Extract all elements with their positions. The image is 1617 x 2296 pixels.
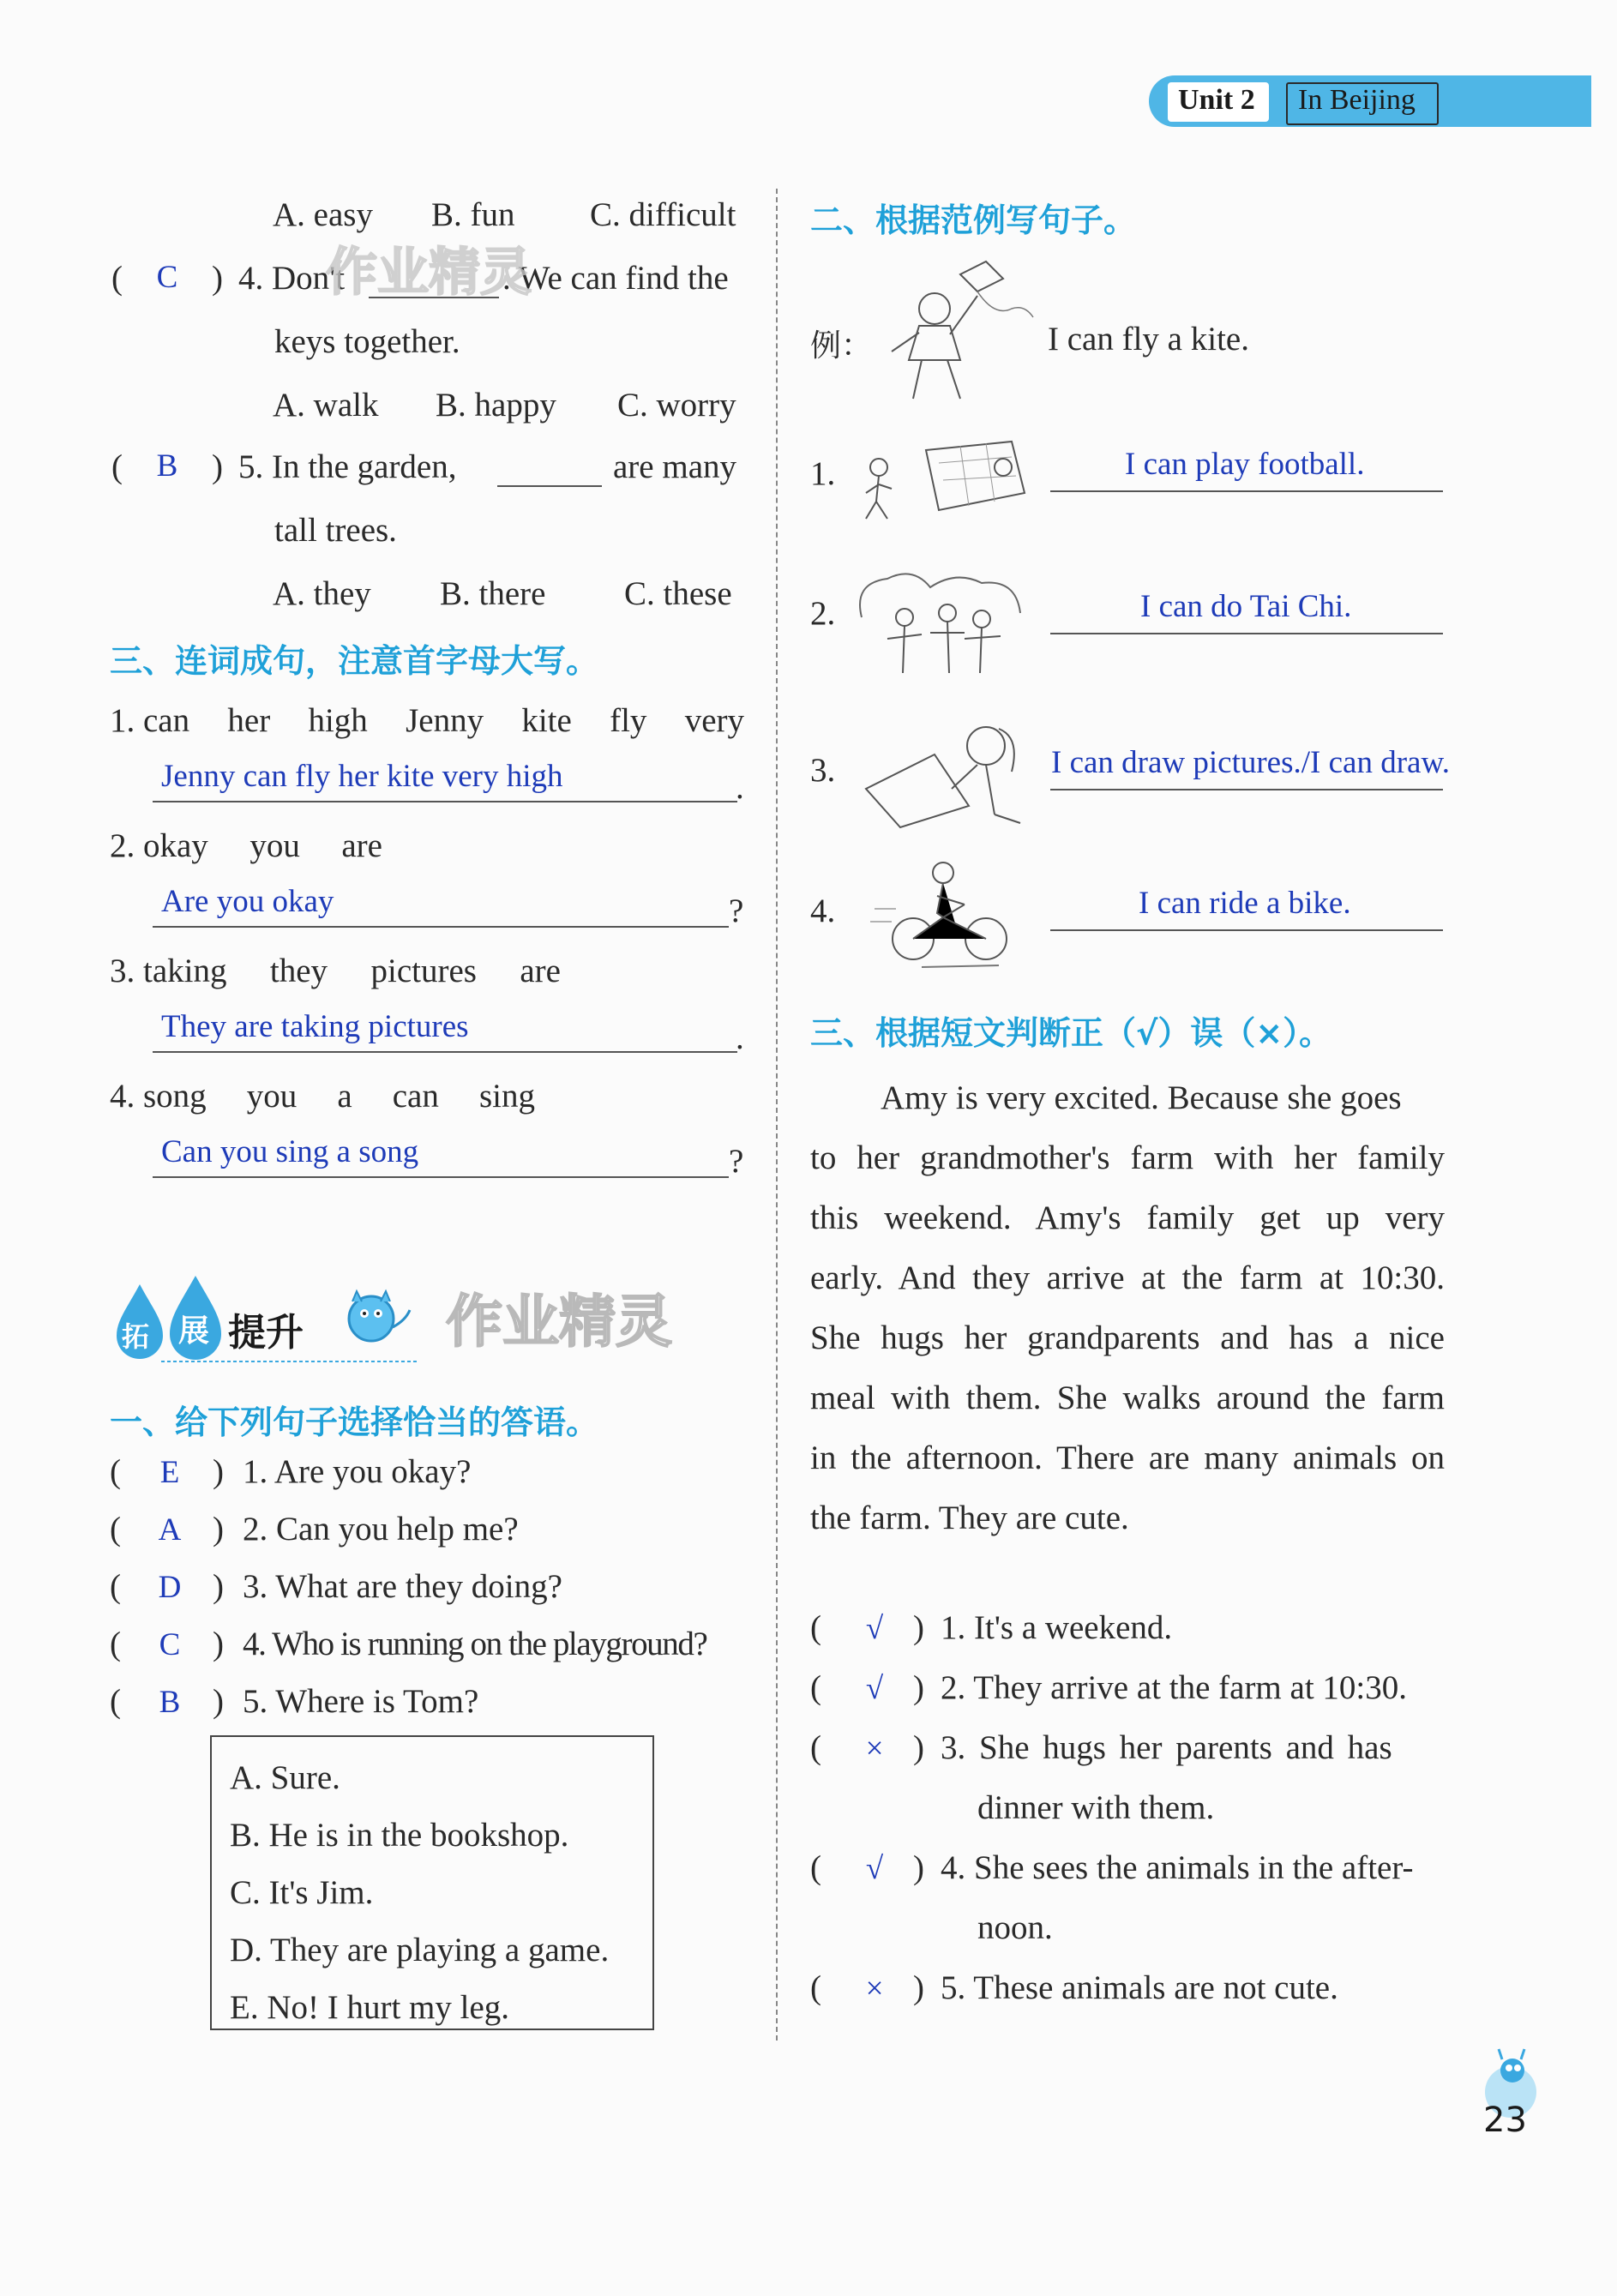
- passage-line: early. And they arrive at the farm at 10:30.: [810, 1259, 1445, 1296]
- section2-title: 二、根据范例写句子。: [810, 201, 1137, 239]
- judgement-continuation: dinner with them.: [977, 1789, 1215, 1826]
- sentence-2-line: [1050, 633, 1443, 634]
- matching-answer: E: [159, 1455, 180, 1490]
- option-item: B. He is in the bookshop.: [230, 1817, 569, 1854]
- matching-list: [110, 1452, 761, 1740]
- section3-title: 三、连词成句，注意首字母大写。: [110, 642, 599, 680]
- q3-option-c: C. difficult: [590, 196, 736, 233]
- judgement-answer: √: [865, 1671, 884, 1706]
- paren-open: (: [110, 1683, 121, 1720]
- paren-close: ): [213, 1626, 224, 1662]
- paren-close: ): [913, 1729, 924, 1766]
- ordering-1-answer: Jenny can fly her kite very high: [161, 759, 563, 794]
- judgement-text: 3. She hugs her parents and has: [941, 1729, 1392, 1766]
- word: Jenny: [406, 702, 484, 739]
- watermark: 作业精灵: [446, 1289, 672, 1355]
- word: high: [308, 702, 368, 739]
- paren-open: (: [110, 1626, 121, 1662]
- q3-option-a: A. easy: [273, 196, 373, 233]
- matching-question: 2. Can you help me?: [243, 1511, 519, 1548]
- word: you: [249, 827, 300, 864]
- word: are: [341, 827, 382, 864]
- paren-close: ): [913, 1669, 924, 1706]
- reading-passage: [810, 1068, 1445, 1548]
- bike-boy-illustration: [870, 857, 1025, 973]
- passage-line: the farm. They are cute.: [810, 1500, 1129, 1536]
- ordering-4-line: [153, 1176, 729, 1178]
- badge-char-3: 提升: [228, 1311, 304, 1355]
- paren-open: (: [110, 1453, 121, 1490]
- ordering-3-line: [153, 1051, 737, 1053]
- paren-open: (: [110, 1511, 121, 1548]
- matching-item: [110, 1567, 761, 1625]
- judgement-item: [810, 1608, 1462, 1668]
- column-divider: [776, 189, 778, 2041]
- word: sing: [478, 1078, 535, 1115]
- matching-question: 1. Are you okay?: [243, 1453, 472, 1490]
- passage-line: this weekend. Amy's family get up very: [810, 1199, 1445, 1236]
- passage-line: She hugs her grandparents and has a nice: [810, 1319, 1445, 1356]
- ordering-3-punct: .: [736, 1019, 744, 1056]
- word: 3. taking: [110, 953, 227, 989]
- sentence-3-num: 3.: [810, 752, 836, 789]
- passage-line: meal with them. She walks around the farm: [810, 1379, 1445, 1416]
- ordering-2-line: [153, 926, 729, 928]
- judgement-text: 1. It's a weekend.: [941, 1609, 1173, 1646]
- word: they: [269, 953, 328, 989]
- q4-answer: C: [156, 260, 178, 295]
- paren-open: (: [810, 1669, 821, 1706]
- extension-badge: [110, 1267, 418, 1363]
- q4-stem: 4. Don't: [238, 260, 346, 297]
- q5-tail: are many: [613, 448, 737, 485]
- matching-question: 3. What are they doing?: [243, 1568, 562, 1605]
- paren-close: ): [913, 1849, 924, 1886]
- paren-open: (: [810, 1729, 821, 1766]
- q4-option-a: A. walk: [273, 387, 379, 424]
- watermark-top: 作业精灵: [326, 243, 532, 303]
- judgement-answer: ×: [865, 1971, 884, 2006]
- q5-blank: [497, 485, 602, 487]
- word: you: [246, 1078, 298, 1115]
- word: kite: [521, 702, 572, 739]
- q5-option-c: C. these: [624, 575, 732, 612]
- q5-stem: 5. In the garden,: [238, 448, 457, 485]
- paren-open: (: [810, 1609, 821, 1646]
- q5-continuation: tall trees.: [274, 512, 397, 549]
- q4-option-b: B. happy: [436, 387, 556, 424]
- matching-item: [110, 1510, 761, 1567]
- paren-open: (: [810, 1969, 821, 2006]
- ordering-2-words: [110, 826, 382, 865]
- sentence-3-line: [1050, 789, 1443, 790]
- paren-close: ): [213, 1683, 224, 1720]
- judgement-continuation: noon.: [977, 1909, 1053, 1946]
- option-item: C. It's Jim.: [230, 1874, 374, 1911]
- sentence-4-num: 4.: [810, 893, 836, 929]
- ordering-4-answer: Can you sing a song: [161, 1134, 419, 1169]
- sentence-2-num: 2.: [810, 595, 836, 632]
- paren-close: ): [913, 1969, 924, 2006]
- q4-continuation: keys together.: [274, 323, 460, 360]
- ordering-2-punct: ?: [729, 893, 744, 929]
- badge-char-2: 展: [178, 1313, 210, 1349]
- word: are: [520, 953, 561, 989]
- paren-open: (: [110, 1568, 121, 1605]
- matching-question: 5. Where is Tom?: [243, 1683, 479, 1720]
- ordering-1-line: [153, 801, 737, 802]
- passage-line: in the afternoon. There are many animals on: [810, 1440, 1445, 1476]
- matching-item: [110, 1452, 761, 1510]
- paren-close: ): [213, 1568, 224, 1605]
- word: can: [392, 1078, 439, 1115]
- q5-paren-close: ): [212, 448, 223, 485]
- q5-option-a: A. they: [273, 575, 371, 612]
- judgement-answer: √: [865, 1611, 884, 1646]
- drawing-girl-illustration: [857, 712, 1029, 832]
- example-sentence: I can fly a kite.: [1048, 321, 1249, 358]
- ordering-1-punct: .: [736, 769, 744, 806]
- word: 1. can: [110, 702, 190, 739]
- judgement-text: 5. These animals are not cute.: [941, 1969, 1338, 2006]
- matching-answer: A: [158, 1512, 182, 1548]
- sentence-2-answer: I can do Tai Chi.: [1140, 589, 1352, 624]
- ordering-2-answer: Are you okay: [161, 884, 334, 919]
- paren-close: ): [213, 1511, 224, 1548]
- ordering-4-words: [110, 1077, 535, 1115]
- paren-close: ): [913, 1609, 924, 1646]
- option-item: A. Sure.: [230, 1759, 340, 1796]
- judgement-item: [810, 1968, 1462, 2029]
- judgement-item: [810, 1728, 1462, 1848]
- q5-option-b: B. there: [440, 575, 546, 612]
- q5-answer: B: [156, 448, 178, 484]
- badge-char-1: 拓: [122, 1320, 150, 1353]
- matching-answer: D: [158, 1570, 182, 1605]
- sentence-1-answer: I can play football.: [1125, 447, 1365, 482]
- option-item: E. No! I hurt my leg.: [230, 1989, 510, 2026]
- passage-line: to her grandmother's farm with her family: [810, 1139, 1445, 1176]
- matching-item: [110, 1682, 761, 1740]
- word: 2. okay: [110, 827, 208, 864]
- word: a: [337, 1078, 352, 1115]
- ordering-3-answer: They are taking pictures: [161, 1009, 469, 1044]
- section3-right-title: 三、根据短文判断正（√）误（×）。: [810, 1014, 1332, 1052]
- paren-open: (: [810, 1849, 821, 1886]
- q4-option-c: C. worry: [617, 387, 736, 424]
- ordering-1-words: [110, 701, 744, 740]
- q4-paren-open: (: [111, 260, 123, 297]
- page-number: 23: [1483, 2101, 1527, 2140]
- football-illustration: [857, 433, 1029, 527]
- options-list: [230, 1749, 609, 2036]
- word: fly: [610, 702, 647, 739]
- sentence-4-answer: I can ride a bike.: [1139, 886, 1351, 921]
- word: her: [227, 702, 271, 739]
- option-item: D. They are playing a game.: [230, 1932, 610, 1968]
- word: 4. song: [110, 1078, 207, 1115]
- sentence-1-num: 1.: [810, 455, 836, 492]
- example-label: 例：: [810, 328, 873, 364]
- q3-option-b: B. fun: [431, 196, 515, 233]
- passage-line: Amy is very excited. Because she goes: [881, 1079, 1402, 1116]
- matching-answer: C: [159, 1627, 181, 1662]
- unit-label: Unit 2: [1178, 84, 1255, 116]
- matching-item: [110, 1625, 761, 1682]
- sentence-3-answer: I can draw pictures./I can draw.: [1051, 745, 1451, 780]
- judgement-item: [810, 1668, 1462, 1728]
- q4-paren-close: ): [212, 260, 223, 297]
- word: very: [684, 702, 744, 739]
- word: pictures: [370, 953, 477, 989]
- judgement-text: 4. She sees the animals in the after-: [941, 1849, 1414, 1886]
- ext-section1-title: 一、给下列句子选择恰当的答语。: [110, 1403, 599, 1441]
- judgement-item: [810, 1848, 1462, 1968]
- judgement-answer: ×: [865, 1731, 884, 1766]
- ordering-4-punct: ?: [729, 1143, 744, 1180]
- kite-boy-illustration: [866, 257, 1037, 412]
- q4-tail: . We can find the: [502, 260, 729, 297]
- matching-question: 4. Who is running on the playground?: [243, 1626, 707, 1662]
- sentence-1-line: [1050, 490, 1443, 492]
- unit-title: In Beijing: [1298, 84, 1416, 116]
- q5-paren-open: (: [111, 448, 123, 485]
- tai-chi-illustration: [853, 566, 1025, 677]
- judgement-answer: √: [865, 1851, 884, 1886]
- judgement-text: 2. They arrive at the farm at 10:30.: [941, 1669, 1408, 1706]
- ordering-3-words: [110, 952, 561, 990]
- sentence-4-line: [1050, 929, 1443, 931]
- paren-close: ): [213, 1453, 224, 1490]
- matching-answer: B: [159, 1685, 181, 1720]
